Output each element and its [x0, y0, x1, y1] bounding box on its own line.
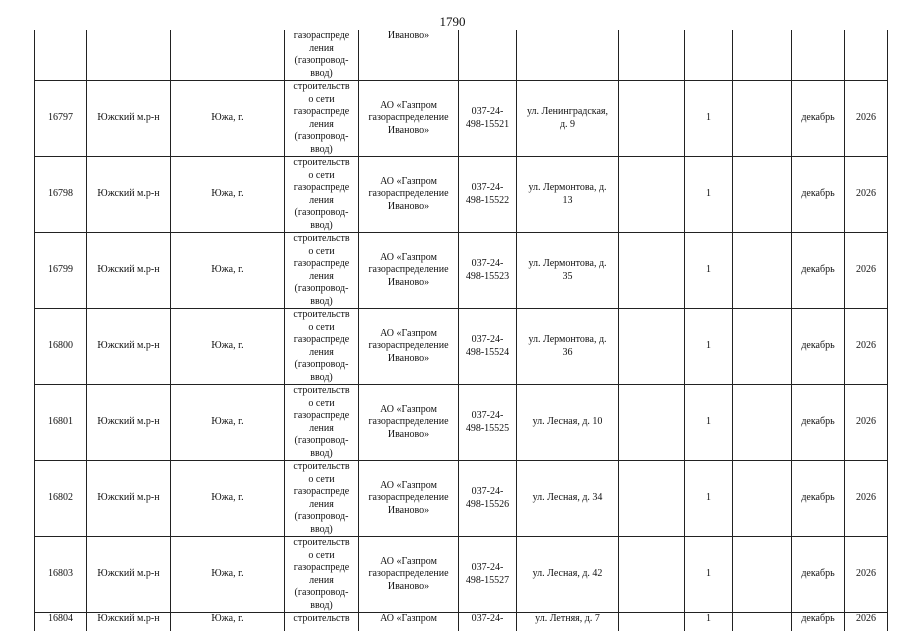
- cell-work-type: строительств о сети газораспреде ления (газопровод- ввод): [285, 233, 359, 309]
- page-number: 1790: [439, 14, 466, 29]
- cell-locality: Южа, г.: [171, 157, 285, 233]
- cell-code: 037-24- 498-15522: [459, 157, 517, 233]
- continuation-row: [35, 30, 888, 81]
- cell-empty: [517, 30, 619, 81]
- cell-empty: [619, 309, 685, 385]
- cell-work-type: строительств о сети газораспреде ления (газопровод- ввод): [285, 461, 359, 537]
- cell-locality: Южа, г.: [171, 233, 285, 309]
- cell-locality: Южа, г.: [171, 537, 285, 613]
- cell-organization: АО «Газпром газораспределение Иваново»: [359, 461, 459, 537]
- cell-code: 037-24- 498-15526: [459, 461, 517, 537]
- cell-empty: [733, 81, 792, 157]
- cell-month: декабрь: [792, 233, 845, 309]
- cell-locality: Южа, г.: [171, 461, 285, 537]
- cell-address: ул. Лесная, д. 42: [517, 537, 619, 613]
- cell-empty: [619, 233, 685, 309]
- cell-work-type: строительств о сети газораспреде ления (газопровод- ввод): [285, 537, 359, 613]
- cell-year: 2026: [845, 537, 888, 613]
- cell-district: Южский м.р-н: [87, 385, 171, 461]
- cell-count: 1: [685, 81, 733, 157]
- table-body: [35, 30, 888, 631]
- cell-count: 1: [685, 385, 733, 461]
- cell-address: ул. Лермонтова, д. 36: [517, 309, 619, 385]
- cell-year: 2026: [845, 461, 888, 537]
- cell-locality: Южа, г.: [171, 385, 285, 461]
- cell-year: 2026: [845, 233, 888, 309]
- cell-count: 1: [685, 613, 733, 631]
- cell-number: 16800: [35, 309, 87, 385]
- cell-empty: [733, 30, 792, 81]
- cell-month: декабрь: [792, 461, 845, 537]
- cell-district: Южский м.р-н: [87, 81, 171, 157]
- cell-empty: [619, 81, 685, 157]
- cell-empty: [685, 30, 733, 81]
- cell-empty: [733, 233, 792, 309]
- cell-number: 16798: [35, 157, 87, 233]
- cell-empty: [619, 385, 685, 461]
- table-row: [35, 81, 888, 157]
- cell-month: декабрь: [792, 537, 845, 613]
- cell-empty: [733, 385, 792, 461]
- cell-address: ул. Лермонтова, д. 35: [517, 233, 619, 309]
- cell-district: Южский м.р-н: [87, 309, 171, 385]
- cell-empty: [733, 537, 792, 613]
- cell-district: Южский м.р-н: [87, 157, 171, 233]
- cell-code: 037-24- 498-15523: [459, 233, 517, 309]
- cell-district: Южский м.р-н: [87, 537, 171, 613]
- table-row: [35, 385, 888, 461]
- cell-address: ул. Лесная, д. 10: [517, 385, 619, 461]
- cell-address: ул. Лесная, д. 34: [517, 461, 619, 537]
- table-row: [35, 157, 888, 233]
- cell-count: 1: [685, 309, 733, 385]
- cell-number: 16802: [35, 461, 87, 537]
- cell-organization: АО «Газпром газораспределение Иваново»: [359, 385, 459, 461]
- cell-code: 037-24- 498-15527: [459, 537, 517, 613]
- cell-address: ул. Лермонтова, д. 13: [517, 157, 619, 233]
- cell-year: 2026: [845, 385, 888, 461]
- cell-code: 037-24-: [459, 613, 517, 631]
- cell-count: 1: [685, 537, 733, 613]
- cell-empty: [733, 613, 792, 631]
- cell-empty: [171, 30, 285, 81]
- table-row: [35, 613, 888, 631]
- cell-work-type: строительств о сети газораспреде ления (газопровод- ввод): [285, 157, 359, 233]
- cell-organization: АО «Газпром газораспределение Иваново»: [359, 81, 459, 157]
- cell-address: ул. Ленинградская, д. 9: [517, 81, 619, 157]
- cell-code: 037-24- 498-15524: [459, 309, 517, 385]
- cell-count: 1: [685, 233, 733, 309]
- cell-district: Южский м.р-н: [87, 233, 171, 309]
- cell-organization: Иваново»: [359, 30, 459, 81]
- cell-number: 16801: [35, 385, 87, 461]
- cell-organization: АО «Газпром: [359, 613, 459, 631]
- cell-month: декабрь: [792, 81, 845, 157]
- cell-empty: [733, 157, 792, 233]
- cell-organization: АО «Газпром газораспределение Иваново»: [359, 537, 459, 613]
- cell-year: 2026: [845, 309, 888, 385]
- cell-count: 1: [685, 461, 733, 537]
- cell-empty: [733, 309, 792, 385]
- cell-work-type: строительств: [285, 613, 359, 631]
- cell-empty: [619, 157, 685, 233]
- cell-empty: [35, 30, 87, 81]
- cell-work-type: строительств о сети газораспреде ления (газопровод- ввод): [285, 81, 359, 157]
- cell-year: 2026: [845, 81, 888, 157]
- cell-organization: АО «Газпром газораспределение Иваново»: [359, 157, 459, 233]
- table-row: [35, 461, 888, 537]
- cell-empty: [619, 613, 685, 631]
- cell-code: 037-24- 498-15521: [459, 81, 517, 157]
- cell-address: ул. Летняя, д. 7: [517, 613, 619, 631]
- cell-month: декабрь: [792, 385, 845, 461]
- cell-empty: [619, 461, 685, 537]
- cell-organization: АО «Газпром газораспределение Иваново»: [359, 233, 459, 309]
- cell-work-type: строительств о сети газораспреде ления (газопровод- ввод): [285, 309, 359, 385]
- cell-empty: [845, 30, 888, 81]
- cell-locality: Южа, г.: [171, 309, 285, 385]
- cell-district: Южский м.р-н: [87, 461, 171, 537]
- cell-number: 16799: [35, 233, 87, 309]
- cell-empty: [619, 537, 685, 613]
- table-row: [35, 309, 888, 385]
- cell-number: 16797: [35, 81, 87, 157]
- cell-district: Южский м.р-н: [87, 613, 171, 631]
- cell-number: 16804: [35, 613, 87, 631]
- cell-month: декабрь: [792, 309, 845, 385]
- cell-code: 037-24- 498-15525: [459, 385, 517, 461]
- cell-locality: Южа, г.: [171, 613, 285, 631]
- cell-work-type: газораспреде ления (газопровод- ввод): [285, 30, 359, 81]
- cell-empty: [459, 30, 517, 81]
- cell-work-type: строительств о сети газораспреде ления (газопровод- ввод): [285, 385, 359, 461]
- cell-count: 1: [685, 157, 733, 233]
- cell-month: декабрь: [792, 613, 845, 631]
- table-row: [35, 233, 888, 309]
- cell-locality: Южа, г.: [171, 81, 285, 157]
- table-row: [35, 537, 888, 613]
- cell-organization: АО «Газпром газораспределение Иваново»: [359, 309, 459, 385]
- cell-year: 2026: [845, 157, 888, 233]
- schedule-table: [34, 30, 888, 631]
- cell-empty: [792, 30, 845, 81]
- cell-empty: [619, 30, 685, 81]
- cell-year: 2026: [845, 613, 888, 631]
- cell-month: декабрь: [792, 157, 845, 233]
- cell-number: 16803: [35, 537, 87, 613]
- cell-empty: [733, 461, 792, 537]
- cell-empty: [87, 30, 171, 81]
